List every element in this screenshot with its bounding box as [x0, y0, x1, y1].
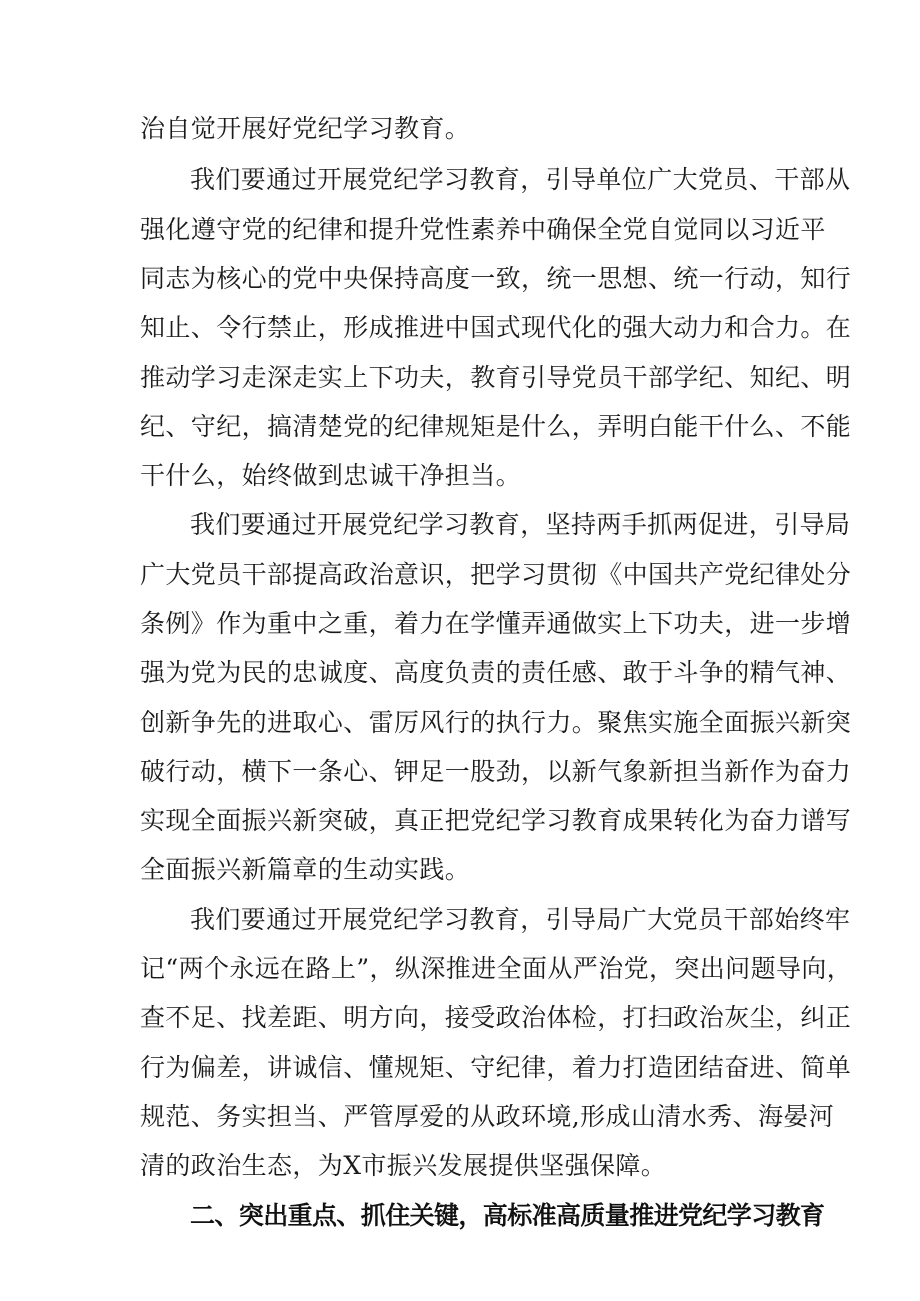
paragraph-line: 全面振兴新篇章的生动实践。 [140, 855, 471, 884]
paragraph-line: 强化遵守党的纪律和提升党性素养中确保全党自觉同以习近平 [140, 215, 826, 244]
paragraph-line: 创新争先的进取心、雷厉风行的执行力。聚焦实施全面振兴新突 [140, 708, 852, 737]
section-heading: 二、突出重点、抓住关键，高标准高质量推进党纪学习教育 [190, 1201, 825, 1230]
paragraph-line: 实现全面振兴新突破，真正把党纪学习教育成果转化为奋力谱写 [140, 806, 852, 835]
paragraph-line: 条例》作为重中之重，着力在学懂弄通做实上下功夫，进一步增 [140, 609, 852, 638]
paragraph-line: 清的政治生态，为X市振兴发展提供坚强保障。 [140, 1151, 667, 1180]
paragraph-line: 强为党为民的忠诚度、高度负责的责任感、敢于斗争的精气神、 [140, 658, 852, 687]
paragraph-line: 纪、守纪，搞清楚党的纪律规矩是什么，弄明白能干什么、不能 [140, 412, 852, 441]
paragraph-line: 推动学习走深走实上下功夫，教育引导党员干部学纪、知纪、明 [140, 363, 852, 392]
paragraph-line: 行为偏差，讲诚信、懂规矩、守纪律，着力打造团结奋进、简单 [140, 1053, 852, 1082]
paragraph-line: 规范、务实担当、严管厚爱的从政环境,形成山清水秀、海晏河 [140, 1102, 835, 1131]
paragraph-line: 我们要通过开展党纪学习教育，引导单位广大党员、干部从 [190, 165, 851, 194]
paragraph-line: 我们要通过开展党纪学习教育，引导局广大党员干部始终牢 [190, 905, 851, 934]
paragraph-line: 我们要通过开展党纪学习教育，坚持两手抓两促进，引导局 [190, 510, 851, 539]
paragraph-line: 破行动，横下一条心、钾足一股劲，以新气象新担当新作为奋力 [140, 757, 852, 786]
paragraph-line: 干什么，始终做到忠诚干净担当。 [140, 461, 522, 490]
paragraph-line: 知止、令行禁止，形成推进中国式现代化的强大动力和合力。在 [140, 313, 852, 342]
paragraph-line: 查不足、找差距、明方向，接受政治体检，打扫政治灰尘，纠正 [140, 1003, 852, 1032]
paragraph-line: 同志为核心的党中央保持高度一致，统一思想、统一行动，知行 [140, 264, 852, 293]
paragraph-line: 治自觉开展好党纪学习教育。 [140, 114, 471, 143]
paragraph-line: 广大党员干部提高政治意识，把学习贯彻《中国共产党纪律处分 [140, 560, 852, 589]
paragraph-line: 记“两个永远在路上”，纵深推进全面从严治党，突出问题导向， [140, 954, 853, 983]
